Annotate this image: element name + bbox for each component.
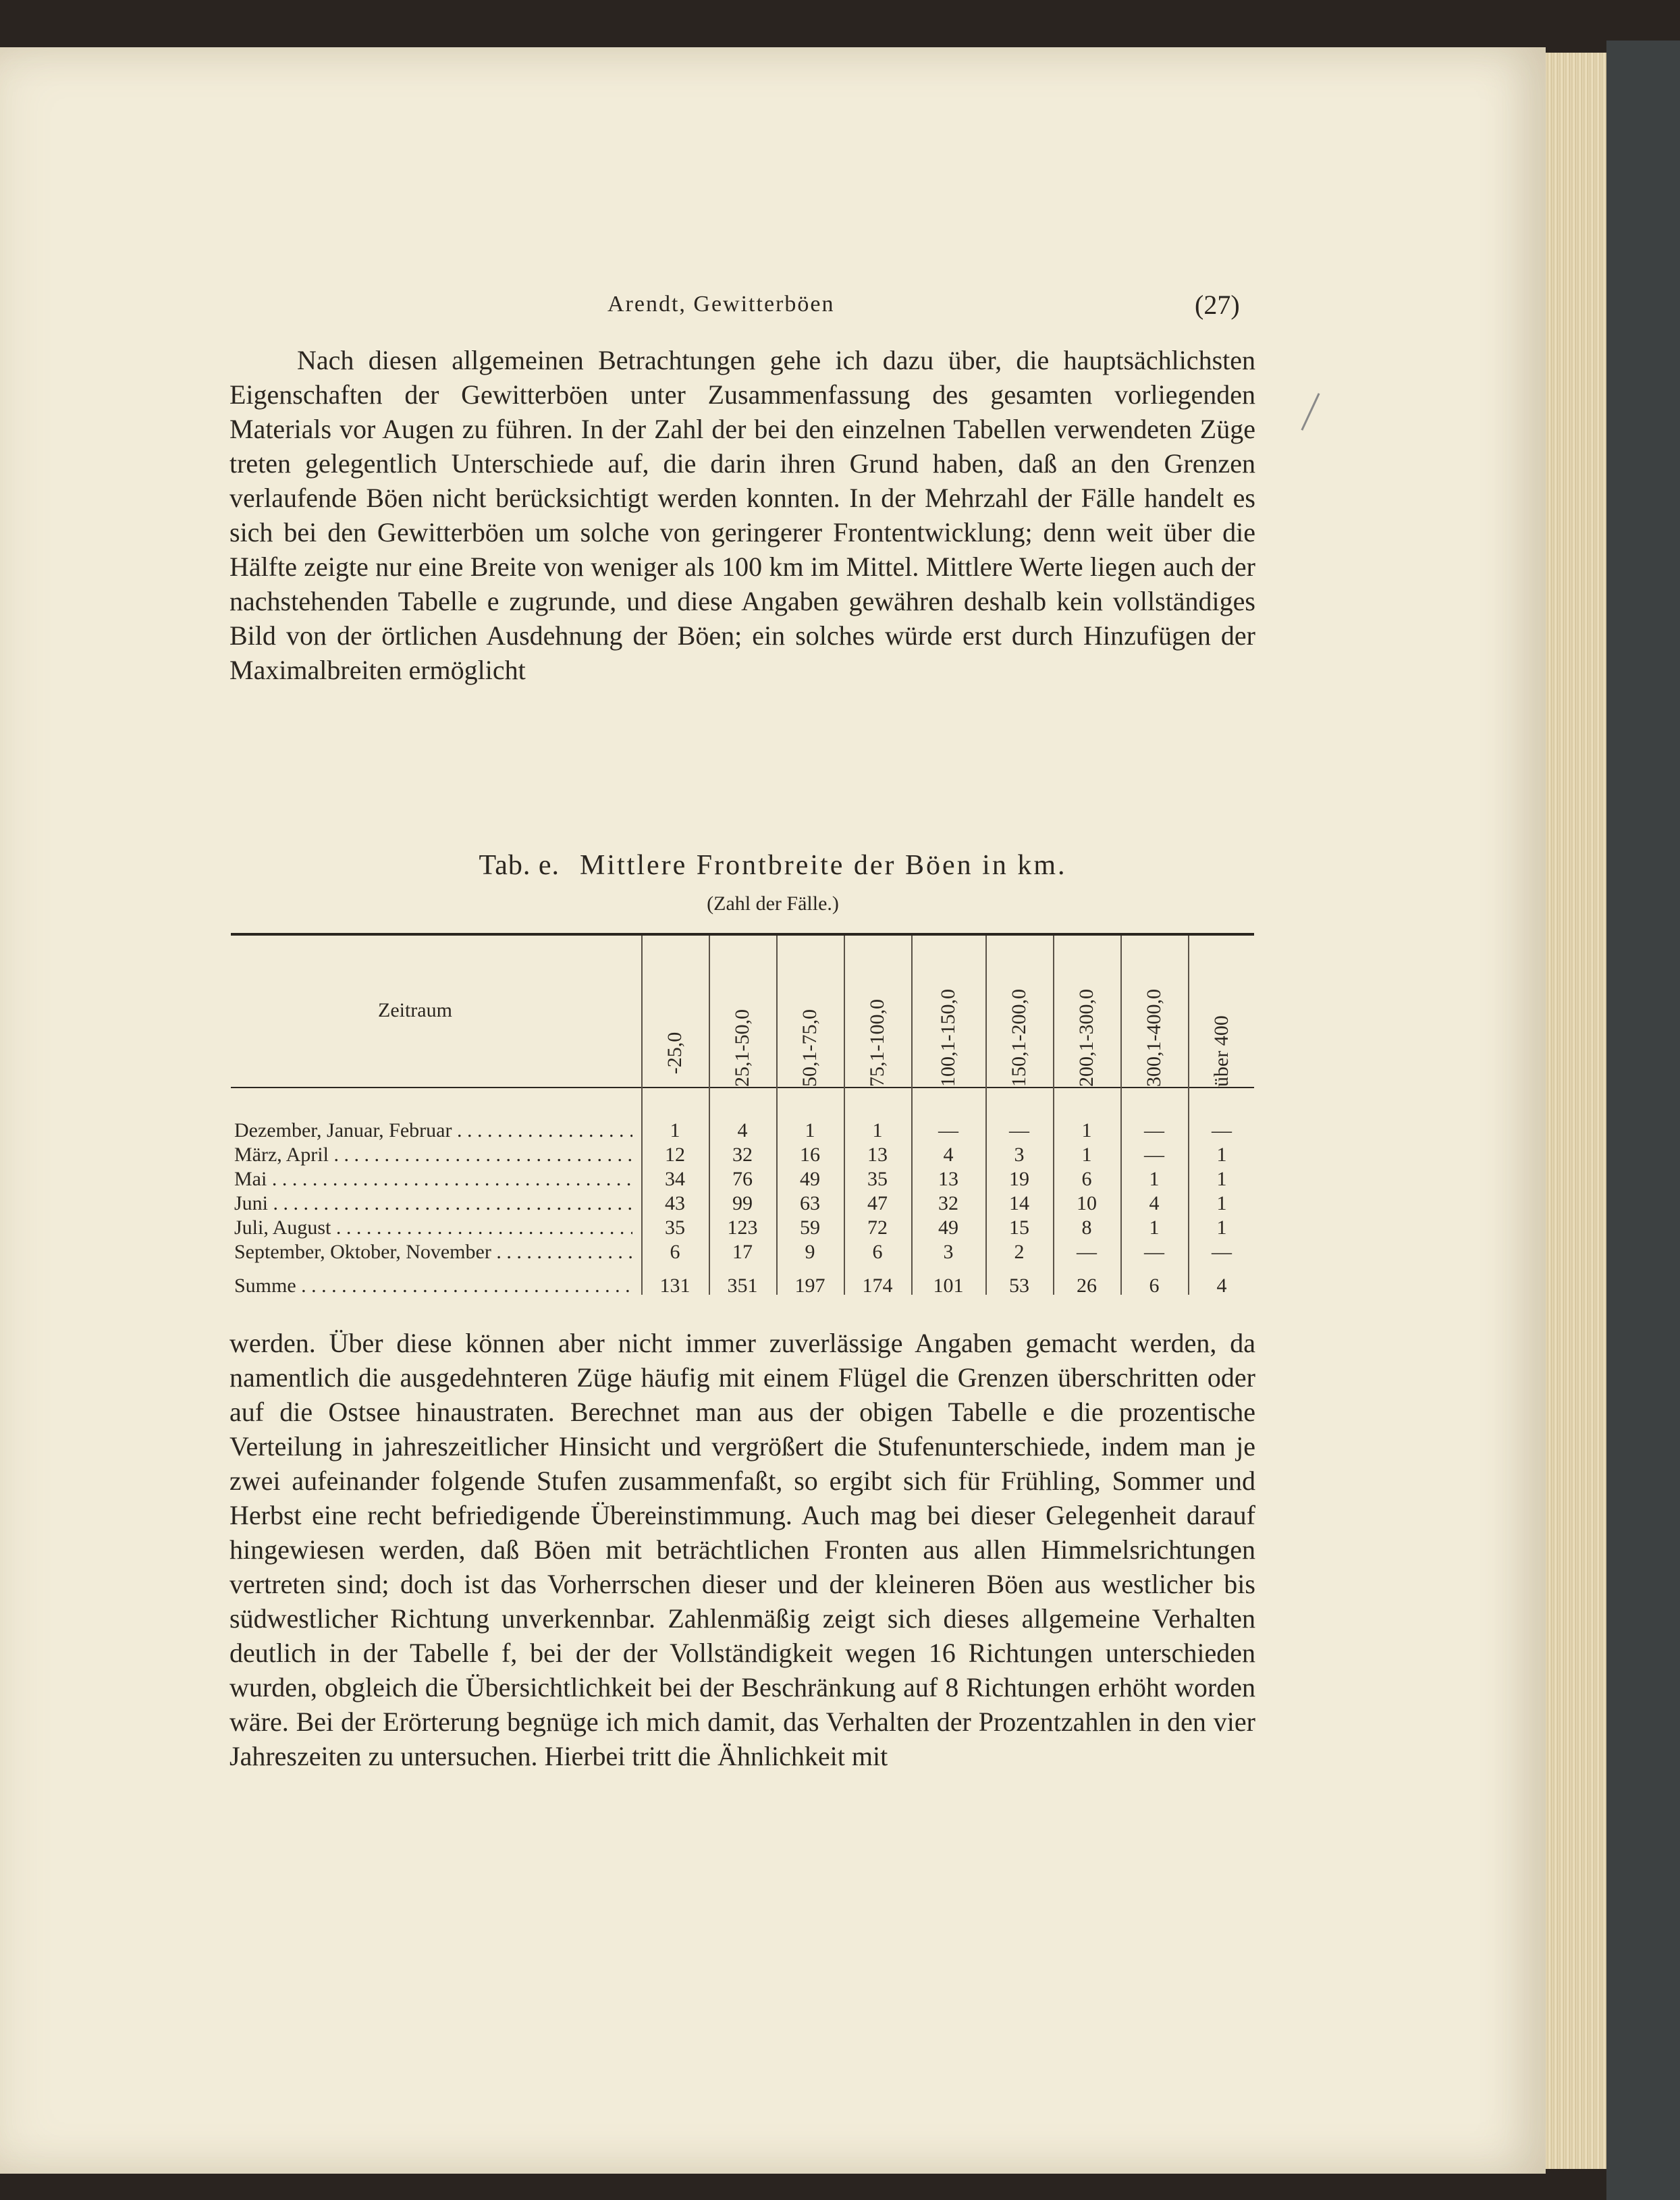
table-cell: 4 (943, 1144, 954, 1166)
table-label: Tab. e. (479, 850, 560, 881)
table-cell: 59 (800, 1216, 820, 1239)
table-cell: 53 (1009, 1275, 1029, 1297)
table-cell: 15 (1009, 1216, 1029, 1239)
table-cell: 32 (732, 1144, 753, 1166)
table-cell: 12 (665, 1144, 685, 1166)
table-cell: 76 (732, 1168, 753, 1190)
table-cell: 6 (670, 1241, 680, 1263)
table-cell: 43 (665, 1192, 685, 1214)
table-row (231, 1192, 1254, 1215)
table-cell: 1 (805, 1119, 815, 1142)
table-cell: 1 (1149, 1216, 1160, 1239)
table-subtitle: (Zahl der Fälle.) (707, 892, 839, 915)
page-edges (1546, 53, 1606, 2169)
book-page (0, 47, 1546, 2174)
table-cell: — (1009, 1119, 1029, 1142)
table-cell: 19 (1009, 1168, 1029, 1190)
column-header: 50,1-75,0 (798, 1009, 821, 1087)
table-cell: 10 (1077, 1192, 1097, 1214)
row-label: September, Oktober, November . . . (234, 1241, 632, 1264)
table-cell: 3 (943, 1241, 954, 1263)
table-header-rule (231, 1087, 1254, 1088)
table-cell: 4 (1149, 1192, 1160, 1214)
column-header: über 400 (1210, 1015, 1232, 1087)
book-cover (1606, 41, 1680, 2200)
table-cell: 6 (1081, 1168, 1092, 1190)
row-header-zeitraum: Zeitraum (378, 999, 452, 1021)
column-header: 150,1-200,0 (1008, 989, 1030, 1087)
table-cell: — (1144, 1119, 1164, 1142)
table-caption (0, 849, 1546, 882)
column-header: 300,1-400,0 (1143, 989, 1165, 1087)
table-cell: 1 (872, 1119, 883, 1142)
table-cell: 47 (867, 1192, 888, 1214)
table-cell: 3 (1014, 1144, 1025, 1166)
table-cell: 34 (665, 1168, 685, 1190)
table-cell: 1 (1081, 1144, 1092, 1166)
table-cell: — (1144, 1144, 1164, 1166)
table-top-rule (231, 933, 1254, 936)
row-label: Juli, August . . . (234, 1216, 632, 1239)
row-label: März, April . . . (234, 1144, 632, 1166)
table-cell: — (1077, 1241, 1097, 1263)
table-cell: 131 (659, 1275, 690, 1297)
table-cell: 197 (794, 1275, 825, 1297)
table-cell: 35 (867, 1168, 888, 1190)
table-cell: 6 (872, 1241, 883, 1263)
table-cell: 1 (1081, 1119, 1092, 1142)
row-label: Juni . . . (234, 1192, 632, 1215)
table-cell: 16 (800, 1144, 820, 1166)
table-cell: 14 (1009, 1192, 1029, 1214)
table-total-row (231, 1275, 1254, 1297)
pencil-mark (1301, 393, 1320, 431)
table-row (231, 1241, 1254, 1264)
table-cell: 1 (1216, 1144, 1227, 1166)
table-cell: 8 (1081, 1216, 1092, 1239)
table-row (231, 1168, 1254, 1191)
table-cell: 4 (737, 1119, 748, 1142)
table-cell: 4 (1216, 1275, 1227, 1297)
table-cell: 123 (727, 1216, 758, 1239)
table-cell: 99 (732, 1192, 753, 1214)
table-cell: 17 (732, 1241, 753, 1263)
row-label: Mai . . . (234, 1168, 632, 1191)
table-cell: 13 (867, 1144, 888, 1166)
table-cell: 32 (938, 1192, 958, 1214)
table-cell: — (1144, 1241, 1164, 1263)
table-cell: 49 (938, 1216, 958, 1239)
table-cell: 351 (727, 1275, 758, 1297)
column-header: 75,1-100,0 (866, 999, 888, 1087)
running-head (0, 285, 1546, 325)
table-title: Mittlere Frontbreite der Böen in km. (579, 850, 1067, 881)
table-row (231, 1119, 1254, 1142)
running-head-title: Arendt, Gewitterböen (607, 292, 835, 317)
table-cell: 63 (800, 1192, 820, 1214)
row-label: Summe . . . (234, 1275, 632, 1297)
table-cell: 1 (1216, 1216, 1227, 1239)
table-cell: 1 (1216, 1192, 1227, 1214)
table-cell: — (938, 1119, 958, 1142)
column-header: 200,1-300,0 (1075, 989, 1098, 1087)
column-header: 100,1-150,0 (937, 989, 959, 1087)
table-row (231, 1144, 1254, 1166)
table-cell: 26 (1077, 1275, 1097, 1297)
table-cell: 2 (1014, 1241, 1025, 1263)
column-header: 25,1-50,0 (731, 1009, 753, 1087)
table-cell: 9 (805, 1241, 815, 1263)
table-cell: 35 (665, 1216, 685, 1239)
table-cell: 13 (938, 1168, 958, 1190)
paragraph-top: Nach diesen allgemeinen Betrachtungen gehe ich dazu über, die hauptsächlichsten Eigenschaften der Gewitterböen unter Zusammenfassung des gesamten vorliegenden Materials vor Augen zu führen. In der Zahl der bei den einzelnen Tabellen verwendeten Züge treten gelegentlich Unterschiede auf, die darin ihren Grund haben, daß an den Grenzen verlaufende Böen nicht berücksichtigt werden konnten. In der Mehrzahl der Fälle handelt es sich bei den Gewitterböen um solche von geringerer Frontentwicklung; denn weit über die Hälfte zeigte nur eine Breite von weniger als 100 km im Mittel. Mittlere Werte liegen auch der nachstehenden Tabelle e zugrunde, und diese Angaben gewähren deshalb kein vollständiges Bild von der örtlichen Ausdehnung der Böen; ein solches würde erst durch Hinzufügen der Maximalbreiten ermöglicht (229, 345, 1255, 685)
table-cell: 101 (933, 1275, 964, 1297)
table-row (231, 1216, 1254, 1239)
table-cell: 49 (800, 1168, 820, 1190)
table-cell: 174 (862, 1275, 893, 1297)
column-header: -25,0 (663, 1031, 686, 1075)
table-cell: 1 (1149, 1168, 1160, 1190)
table-cell: — (1212, 1119, 1232, 1142)
page-number: (27) (1195, 290, 1240, 320)
table-cell: 1 (670, 1119, 680, 1142)
row-label: Dezember, Januar, Februar . . . (234, 1119, 632, 1142)
table-cell: 72 (867, 1216, 888, 1239)
paragraph-bottom: werden. Über diese können aber nicht immer zuverlässige Angaben gemacht werden, da namentlich die ausgedehnteren Züge häufig mit einem Flügel die Grenzen überschritten oder auf die Ostsee hinaustraten. Berechnet man aus der obigen Tabelle e die prozentische Verteilung in jahreszeitlicher Hinsicht und vergrößert die Stufenunterschiede, indem man je zwei aufeinander folgende Stufen zusammenfaßt, so ergibt sich für Frühling, Sommer und Herbst eine recht befriedigende Übereinstimmung. Auch mag bei dieser Gelegenheit darauf hingewiesen werden, daß Böen mit beträchtlichen Fronten aus allen Himmelsrichtungen vertreten sind; doch ist das Vorherrschen dieser und der kleineren Böen aus westlicher bis südwestlicher Richtung unverkennbar. Zahlenmäßig zeigt sich dieses allgemeine Verhalten deutlich in der Tabelle f, bei der der Vollständigkeit wegen 16 Richtungen unterschieden wurden, obgleich die Übersichtlichkeit bei der Beschränkung auf 8 Richtungen erhöht worden wäre. Bei der Erörterung begnüge ich mich damit, das Verhalten der Prozentzahlen in den vier Jahreszeiten zu untersuchen. Hierbei tritt die Ähnlichkeit mit (229, 1328, 1255, 1771)
table-cell: — (1212, 1241, 1232, 1263)
table-cell: 1 (1216, 1168, 1227, 1190)
table-cell: 6 (1149, 1275, 1160, 1297)
